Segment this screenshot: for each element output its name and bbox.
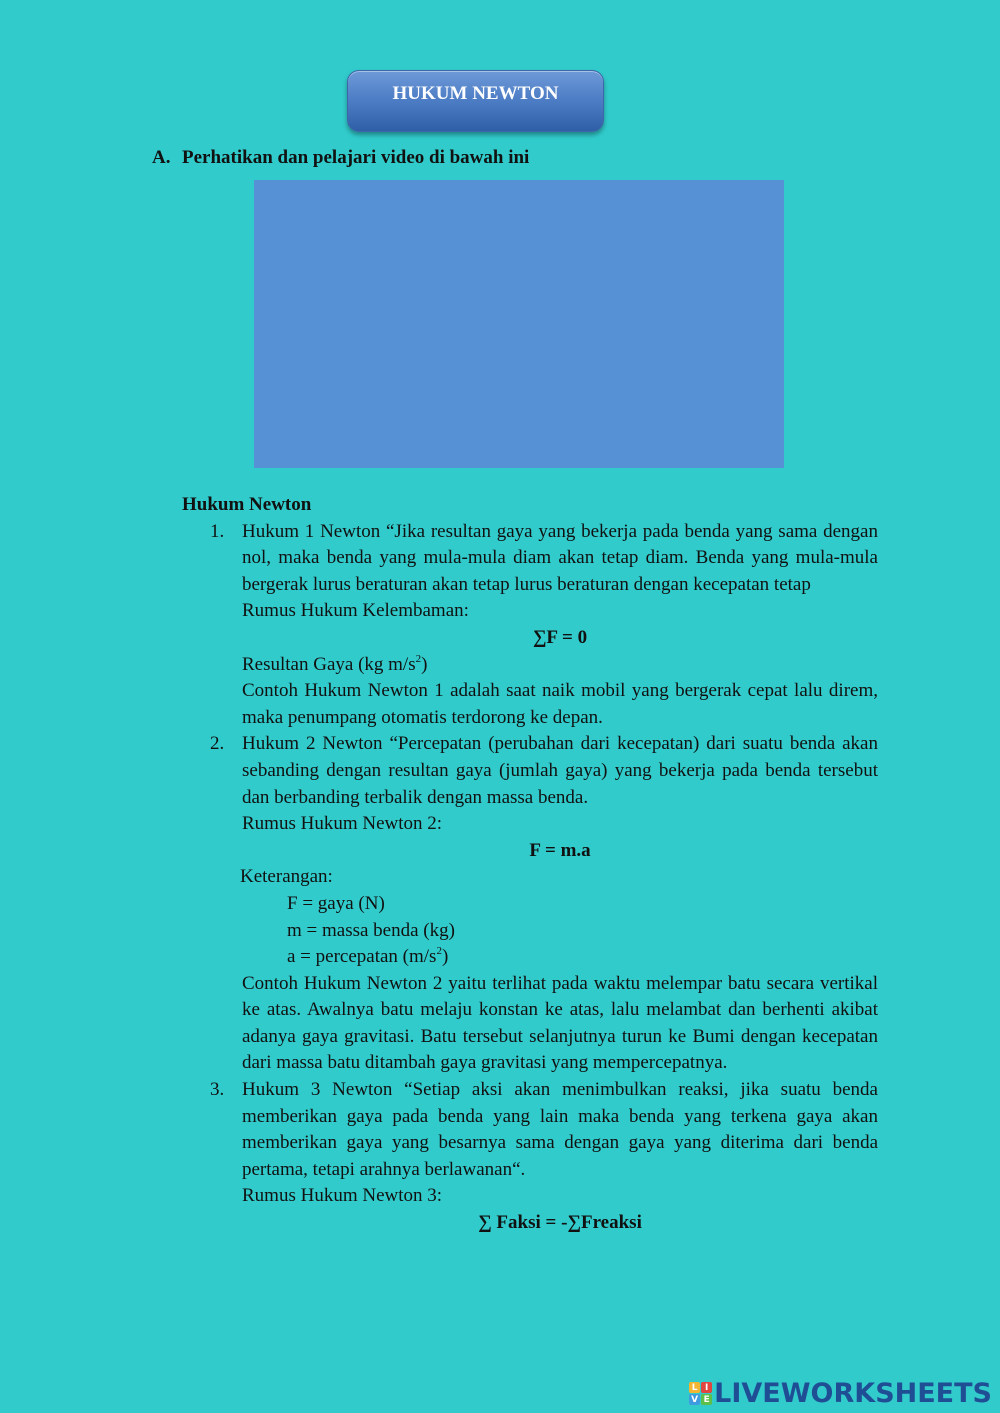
logo-text: LIVEWORKSHEETS bbox=[714, 1378, 992, 1409]
logo-mark-letter: L bbox=[689, 1382, 700, 1393]
accel-suffix: ) bbox=[441, 946, 449, 968]
accel-prefix: a = percepatan (m/s bbox=[287, 946, 437, 968]
law-statement: Hukum 2 Newton “Percepatan (perubahan dari kecepatan) dari suatu benda akan sebanding dengan resultan gaya (jumlah gaya) yang bekerja pada benda tersebut dan berbanding terbalik dengan massa benda. bbox=[242, 733, 878, 808]
keterangan-item: m = massa benda (kg) bbox=[287, 919, 455, 941]
formula: ∑ Faksi = -∑Freaksi bbox=[478, 1212, 642, 1234]
logo-mark-icon bbox=[689, 1382, 712, 1405]
section-a-text: Perhatikan dan pelajari video di bawah ini bbox=[182, 147, 530, 168]
accel-exponent: 2 bbox=[436, 945, 442, 958]
section-a-label: A. bbox=[152, 147, 171, 168]
law-item-1 bbox=[182, 519, 878, 732]
law-number: 2. bbox=[210, 733, 225, 755]
law-example: Contoh Hukum Newton 2 yaitu terlihat pada waktu melempar batu secara vertikal ke atas. Awalnya batu melaju konstan ke atas, lalu melambat dan berhenti akibat adanya gaya gravitasi. Batu tersebut selanjutnya turun ke Bumi dengan kecepatan dari massa batu ditambah gaya gravitasi yang mempercepatnya. bbox=[242, 972, 878, 1074]
law-number: 3. bbox=[210, 1079, 225, 1101]
laws-list bbox=[182, 519, 878, 1237]
law-item-3 bbox=[182, 1077, 878, 1237]
section-a-heading bbox=[152, 147, 529, 169]
formula-label: Rumus Hukum Newton 3: bbox=[242, 1185, 443, 1207]
law-item-2 bbox=[182, 731, 878, 1077]
logo-mark-letter: E bbox=[701, 1394, 712, 1405]
unit-note bbox=[242, 652, 878, 679]
logo-mark-letter: I bbox=[701, 1382, 712, 1393]
keterangan-label: Keterangan: bbox=[240, 866, 333, 888]
main-content bbox=[182, 492, 878, 1237]
formula-label: Rumus Hukum Newton 2: bbox=[242, 813, 443, 835]
formula-label: Rumus Hukum Kelembaman: bbox=[242, 600, 469, 622]
liveworksheets-logo bbox=[689, 1378, 992, 1409]
keterangan-item bbox=[242, 944, 878, 971]
logo-mark-letter: V bbox=[689, 1394, 700, 1405]
title-banner bbox=[347, 70, 604, 132]
unit-note-exponent: 2 bbox=[415, 652, 422, 665]
formula: F = m.a bbox=[529, 839, 591, 861]
formula: ∑F = 0 bbox=[532, 626, 588, 648]
law-statement: Hukum 3 Newton “Setiap aksi akan menimbulkan reaksi, jika suatu benda memberikan gaya pada benda yang lain maka benda yang terkena gaya akan memberikan gaya yang besarnya sama dengan gaya yang diterima dari benda pertama, tetapi arahnya berlawanan“. bbox=[242, 1079, 878, 1180]
page-title: HUKUM NEWTON bbox=[392, 83, 559, 104]
law-statement: Hukum 1 Newton “Jika resultan gaya yang bekerja pada benda yang sama dengan nol, maka benda yang mula-mula diam akan tetap diam. Benda yang mula-mula bergerak lurus beraturan akan tetap lurus beraturan dengan kecepatan tetap bbox=[242, 520, 878, 595]
law-number: 1. bbox=[210, 520, 225, 542]
unit-note-suffix: ) bbox=[421, 653, 428, 675]
video-embed[interactable] bbox=[254, 180, 784, 468]
law-example: Contoh Hukum Newton 1 adalah saat naik mobil yang bergerak cepat lalu direm, maka penumpang otomatis terdorong ke depan. bbox=[242, 680, 878, 728]
unit-note-prefix: Resultan Gaya (kg m/s bbox=[242, 653, 416, 675]
laws-heading: Hukum Newton bbox=[182, 494, 312, 515]
keterangan-item: F = gaya (N) bbox=[287, 892, 385, 914]
